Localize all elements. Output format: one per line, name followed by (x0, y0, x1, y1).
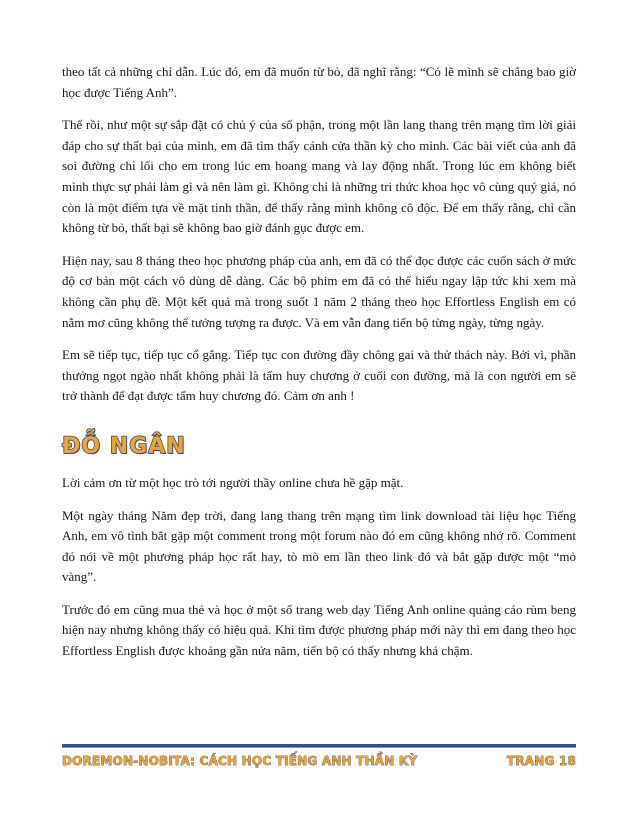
paragraph: Trước đó em cũng mua thẻ và học ở một số trang web dạy Tiếng Anh online quảng cáo rùm beng hiện nay nhưng không thấy có hiệu quả. Khi tìm được phương pháp mới này thì em đang theo học Effortless English được khoảng gần nửa năm, tiến bộ có thấy nhưng khá chậm. (62, 601, 576, 659)
page-footer (62, 744, 576, 768)
section-heading: ĐỖ NGÂN (62, 433, 186, 459)
footer-divider (62, 744, 576, 748)
paragraph: Em sẽ tiếp tục, tiếp tục cố gắng. Tiếp tục con đường đầy chông gai và thử thách này. Bởi vì, phần thưởng ngọt ngào nhất không phải là tấm huy chương ở cuối con đường, mà là con người em sẽ trở thành để đạt được tấm huy chương đó. Cảm ơn anh ! (62, 347, 576, 404)
paragraph: Thế rồi, như một sự sắp đặt có chủ ý của số phận, trong một lần lang thang trên mạng tìm lời giải đáp cho sự thất bại của mình, em đã tìm thấy cánh cửa thần kỳ cho mình. Các bài viết của anh đã soi đường chỉ lối cho em trong lúc em hoang mang và lay động nhất. Trong lúc em không biết mình thực sự phải làm gì và nên làm gì. Không chỉ là những tri thức khoa học vô cùng quý giá, nó còn là một điểm tựa về mặt tinh thần, để thấy rằng mình không cô độc. Để em thấy rằng, chỉ cần không từ bỏ, thất bại sẽ không bao giờ đánh gục được em. (62, 117, 576, 236)
footer-row (62, 754, 576, 768)
paragraph: Một ngày tháng Năm đẹp trời, đang lang thang trên mạng tìm link download tài liệu học Tiếng Anh, em vô tình bắt gặp một comment trong một forum nào đó em cũng không nhớ rõ. Comment đó nói về một phương pháp học rất hay, tò mò em lần theo link đó và bắt gặp được một “mỏ vàng”. (62, 507, 576, 585)
footer-title: DOREMON-NOBITA: CÁCH HỌC TIẾNG ANH THẦN KỲ (62, 754, 418, 768)
page-number: TRANG 18 (506, 754, 576, 768)
paragraph: Hiện nay, sau 8 tháng theo học phương pháp của anh, em đã có thể đọc được các cuốn sách ở mức độ cơ bản một cách vô dùng dễ dàng. Các bộ phim em đã có thể hiểu ngay lập tức khi xem mà không cần phụ đề. Một kết quả mà trong suốt 1 năm 2 tháng theo học Effortless English em có nằm mơ cũng không thể tưởng tượng ra được. Và em vẫn đang tiến bộ từng ngày, từng ngày. (62, 252, 576, 330)
page-content (62, 62, 576, 674)
paragraph: theo tất cả những chỉ dẫn. Lúc đó, em đã muốn từ bỏ, đã nghĩ rằng: “Có lẽ mình sẽ chẳng bao giờ học được Tiếng Anh”. (62, 64, 576, 100)
paragraph: Lời cảm ơn từ một học trò tới người thầy online chưa hề gặp mặt. (62, 474, 404, 490)
